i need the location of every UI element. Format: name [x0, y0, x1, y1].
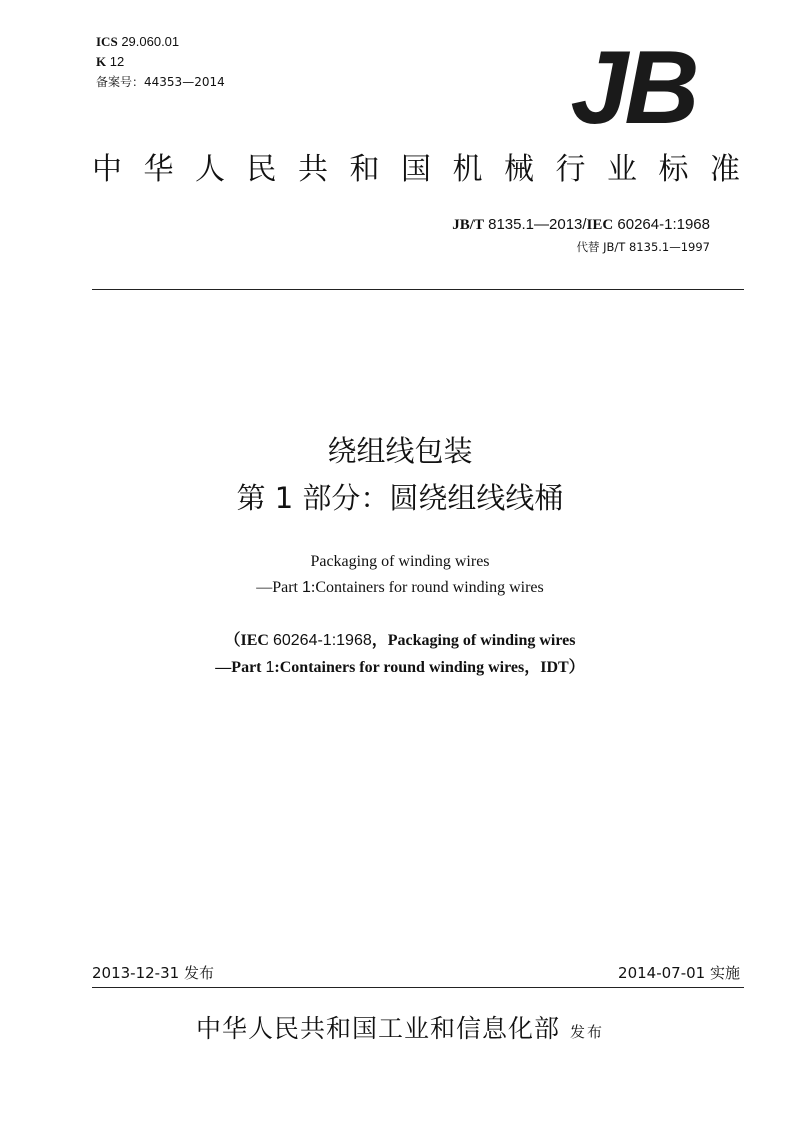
organization-title: 中华人民共和国机械行业标准 — [92, 152, 762, 187]
standard-number — [452, 216, 710, 234]
issue-date: 2013-12-31 发布 — [92, 964, 214, 982]
implementation-date: 2014-07-01 实施 — [618, 964, 740, 982]
en-title-line1: Packaging of winding wires — [310, 553, 490, 570]
ics-code — [96, 34, 179, 50]
std-iec-prefix: IEC — [586, 217, 614, 233]
class-value: 12 — [109, 54, 125, 69]
iec-line1-rest: ，Packaging of winding wires — [371, 632, 576, 649]
en-title-dash: —Part — [256, 579, 302, 596]
iec-number: 60264-1:1968 — [272, 632, 372, 649]
std-prefix: JB/T — [452, 217, 484, 233]
en-title-num: 1 — [302, 579, 311, 596]
en-title-line2 — [0, 575, 800, 601]
iec-dash: —Part — [215, 659, 266, 676]
publisher-suffix: 发布 — [570, 1023, 605, 1041]
replaces-note: 代替 JB/T 8135.1—1997 — [576, 240, 710, 254]
std-mid: 8135.1—2013/ — [488, 216, 587, 233]
class-label: K — [96, 54, 107, 69]
publisher-name: 中华人民共和国工业和信息化部 — [195, 1014, 560, 1043]
class-code — [96, 54, 124, 70]
filing-label: 备案号： — [96, 75, 145, 89]
iec-title-line2 — [0, 655, 800, 681]
cn-title-line2: 第 1 部分：圆绕组线线桶 — [236, 481, 564, 515]
iec-open: （IEC — [224, 632, 273, 649]
iec-line2-rest: :Containers for round winding wires，IDT） — [274, 659, 585, 676]
std-iec: 60264-1:1968 — [617, 216, 710, 233]
iec-title-line1 — [0, 628, 800, 654]
ics-value: 29.060.01 — [121, 34, 180, 49]
iec-part-num: 1 — [265, 659, 275, 676]
header-divider — [92, 289, 744, 290]
jb-logo: JB — [570, 30, 696, 146]
filing-number — [96, 74, 225, 90]
en-title-rest: :Containers for round winding wires — [310, 579, 544, 596]
filing-value: 44353—2014 — [144, 75, 225, 89]
ics-label: ICS — [96, 34, 118, 49]
footer-divider — [92, 987, 744, 988]
publisher — [0, 1012, 800, 1049]
cn-title-line1: 绕组线包装 — [327, 434, 473, 468]
